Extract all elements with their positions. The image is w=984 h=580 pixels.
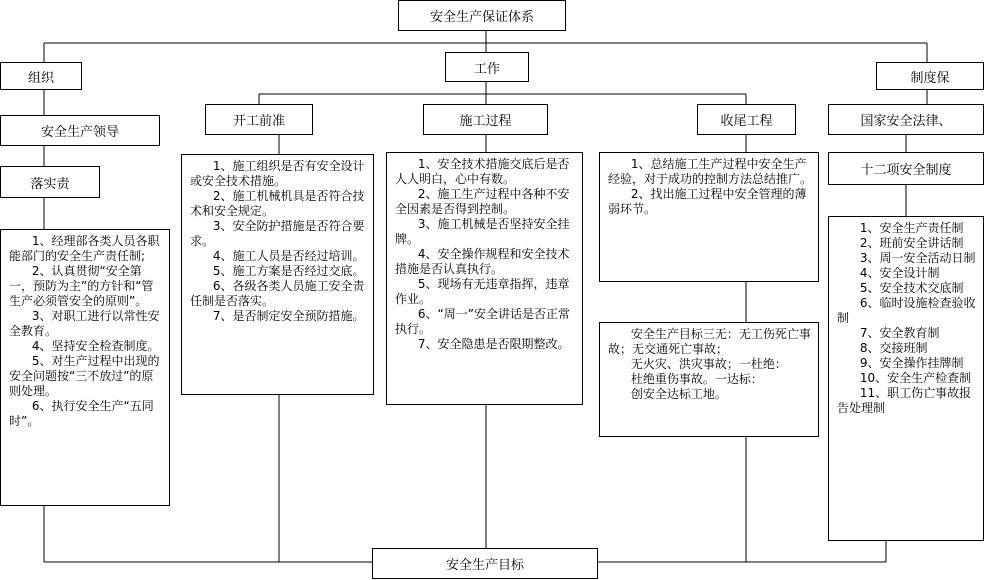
stage-process-label: 施工过程	[459, 114, 512, 129]
twelve-systems-box	[828, 152, 984, 185]
system-label: 制度保	[910, 70, 950, 86]
organization-label: 组织	[27, 70, 54, 86]
national-laws-label: 国家安全法律、	[860, 114, 952, 129]
stage-process-box	[423, 104, 548, 135]
work-box	[445, 52, 529, 82]
work-label: 工作	[473, 61, 500, 77]
stage-start-label: 开工前准	[232, 114, 285, 129]
system-title: 安全生产保证体系	[429, 10, 534, 25]
system-box	[876, 62, 984, 90]
stage-start-box	[205, 104, 313, 135]
stage-start-checklist: 1、施工组织是否有安全设计或安全技术措施。 2、施工机械机具是否符合技术和安全规定。 3、安全防护措施是否符合要求。 4、施工人员是否经过培训。 5、施工方案是否经过交底。 6、各级各类人员施工安全责任制是否落实。 7、是否制定安全预防措施。	[181, 154, 374, 395]
organization-measures-list: 1、经理部各类人员各职能部门的安全生产责任制; 2、认真贯彻“安全第一，预防为主”的方针和“管生产必须管安全的原则”。 3、对职工进行以常性安全教育。 4、坚持安全检查制度。 5、对生产过程中出现的安全问题按“三不放过”的原则处理。 6、执行安全生产“五同时”。	[0, 229, 170, 506]
stage-process-checklist: 1、安全技术措施交底后是否人人明白，心中有数。 2、施工生产过程中各种不安全因素是否得到控制。 3、施工机械是否坚持安全挂牌。 4、安全操作规程和安全技术措施是否认真执行。 5、现场有无违章指挥，违章作业。 6、“周一”安全讲话是否正常执行。 7、安全隐患是否限期整改。	[386, 152, 583, 405]
leadership-box	[0, 115, 160, 146]
stage-closing-label: 收尾工程	[720, 114, 773, 129]
safety-goal-box	[372, 548, 598, 579]
safety-systems-list: 1、安全生产责任制 2、班前安全讲话制 3、周一安全活动日制 4、安全设计制 5、安全技术交底制 6、临时设施检查验收制 7、安全教育制 8、交接班制 9、安全操作挂牌制 10、安全生产检查制 11、职工伤亡事故报告处理制	[828, 216, 984, 541]
system-title-box	[398, 0, 566, 31]
stage-closing-box	[697, 104, 796, 135]
safety-goal-label: 安全生产目标	[445, 558, 524, 573]
responsibility-label: 落实责	[30, 176, 70, 192]
safety-goals-box: 安全生产目标三无：无工伤死亡事故；无交通死亡事故； 无火灾、洪灾事故；一杜绝： 杜绝重伤事故。一达标： 创安全达标工地。	[599, 322, 819, 437]
national-laws-box	[828, 104, 984, 135]
responsibility-box	[0, 166, 100, 198]
organization-box	[0, 62, 82, 90]
stage-closing-checklist: 1、总结施工生产过程中安全生产经验，对于成功的控制方法总结推广。 2、找出施工过程中安全管理的薄弱环节。	[599, 152, 819, 282]
twelve-systems-label: 十二项安全制度	[860, 163, 952, 178]
leadership-label: 安全生产领导	[40, 125, 119, 140]
